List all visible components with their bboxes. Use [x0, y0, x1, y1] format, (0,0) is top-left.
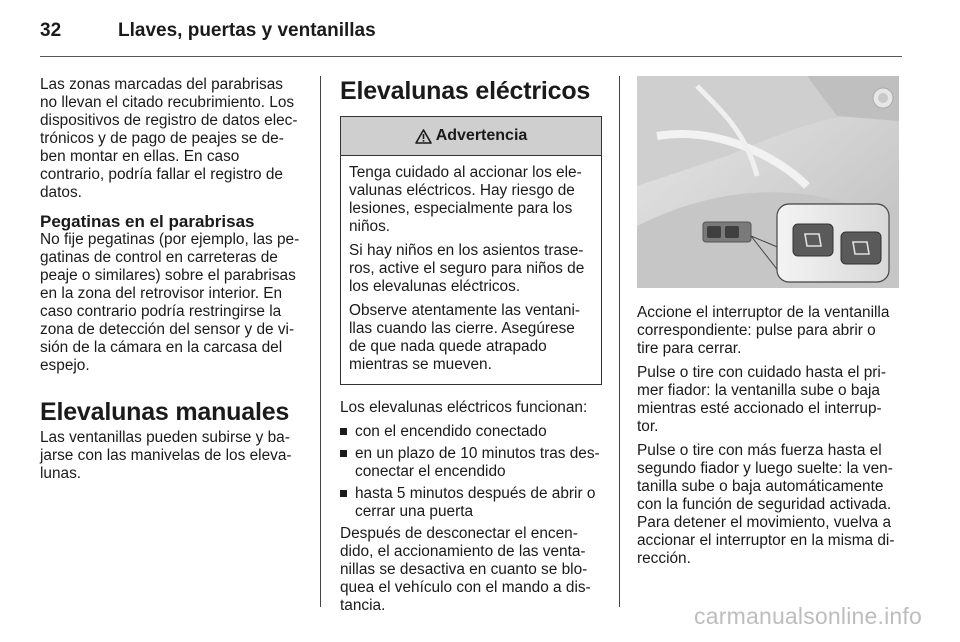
instruction-paragraph: Pulse o tire con más fuerza hasta el segundo fiador y luego suelte: la ven-tanilla sube o baja automáticamente con la función de seguridad activada. Para detener el movimiento, vuelva a accionar el interruptor en la misma di-rección.: [637, 442, 895, 567]
bullet-square-icon: [340, 428, 347, 435]
manual-windows-heading: Elevalunas manuales: [40, 398, 290, 426]
warning-body: [341, 156, 601, 384]
header-rule: [40, 56, 902, 57]
warning-header: [341, 117, 601, 156]
list-item: con el encendido conectado: [340, 423, 602, 441]
manual-windows-paragraph: Las ventanillas pueden subirse y ba-jarse con las manivelas de los eleva-lunas.: [40, 429, 292, 482]
stickers-paragraph: No fije pegatinas (por ejemplo, las pe-gatinas de control en carreteras de peaje o similares) sobre el parabrisas en la zona del retrovisor interior. En caso contrario podría restringirse la zona de detección del sensor y de vi-sión de la cámara en la carcasa del espejo.: [40, 231, 300, 374]
column-middle: [340, 76, 602, 621]
warning-title: Advertencia: [435, 127, 528, 144]
list-item: hasta 5 minutos después de abrir o cerrar una puerta: [340, 485, 602, 521]
intro-paragraph: Las zonas marcadas del parabrisas no llevan el citado recubrimiento. Los dispositivos de registro de datos elec-trónicos y de pago de peajes se de-ben montar en ellas. En caso contrario, podría fallar el registro de datos.: [40, 76, 298, 201]
warning-paragraph: Si hay niños en los asientos trase-ros, active el seguro para niños de los elevalunas eléctricos.: [349, 242, 585, 295]
function-intro: Los elevalunas eléctricos funcionan:: [340, 399, 588, 416]
list-item: en un plazo de 10 minutos tras des-conectar el encendido: [340, 445, 602, 481]
instruction-paragraph: Pulse o tire con cuidado hasta el pri-mer fiador: la ventanilla sube o baja mientras esté accionado el interrup-tor.: [637, 364, 886, 435]
page-header: [40, 20, 376, 42]
bullet-square-icon: [340, 490, 347, 497]
warning-paragraph: Observe atentamente las ventani-llas cuando las cierre. Asegúrese de que nada quede atrapado mientras se mueven.: [349, 302, 580, 373]
column-divider-1: [320, 76, 321, 607]
page-number: 32: [40, 20, 62, 41]
bullet-square-icon: [340, 450, 347, 457]
column-left: [40, 76, 302, 489]
warning-triangle-icon: [415, 129, 432, 144]
conditions-list: [340, 423, 602, 521]
chapter-title: Llaves, puertas y ventanillas: [118, 20, 376, 41]
window-switch-photo: [637, 76, 899, 288]
warning-paragraph: Tenga cuidado al accionar los ele-valunas eléctricos. Hay riesgo de lesiones, especialmente para los niños.: [349, 164, 582, 235]
warning-box: [340, 116, 602, 385]
power-windows-heading: Elevalunas eléctricos: [340, 77, 591, 105]
instruction-paragraph: Accione el interruptor de la ventanilla correspondiente: pulse para abrir o tire para cerrar.: [637, 304, 890, 357]
stickers-heading: Pegatinas en el parabrisas: [40, 212, 255, 231]
column-divider-2: [619, 76, 620, 607]
column-right: [637, 76, 901, 574]
after-switch-off-paragraph: Después de desconectar el encen-dido, el accionamiento de las venta-nillas se desactiva en cuanto se blo-quea el vehículo con el mando a dis-tancia.: [340, 525, 591, 614]
watermark: carmanualsonline.info: [694, 603, 922, 629]
